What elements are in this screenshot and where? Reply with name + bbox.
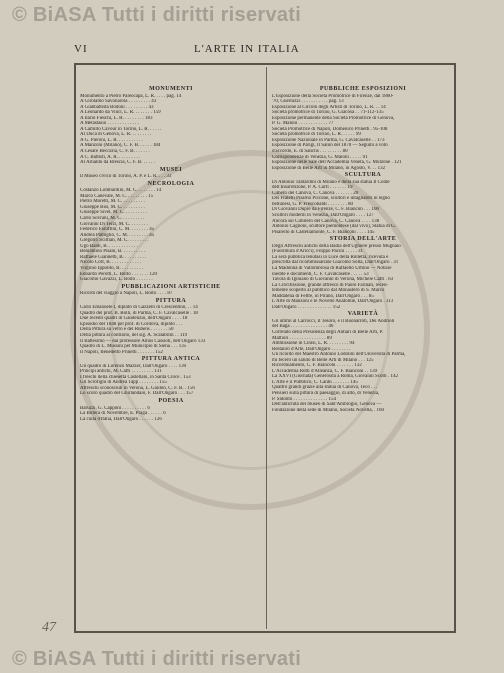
index-entry: Giovanni Di Terzi, M. C. . . . . . . .	[80, 221, 148, 227]
index-entry: Virginio Ippolito, B. . . . . . . . . .	[80, 265, 144, 271]
section-heading: MONUMENTI	[149, 86, 193, 92]
index-entry: Al Arnaldo da Brescia, C. F. B. . . . . .	[80, 160, 155, 166]
index-entry: A Gianbattista Bodoni . . . . . . . . . 43	[80, 104, 154, 110]
section-heading: NECROLOGIA	[147, 180, 195, 187]
index-entry: A Cesare Beccaria, C. F. B. . . . . . .	[80, 149, 150, 155]
index-entry: Baruzzi, G. Capponi . . . . . . . . . . 6	[80, 405, 150, 411]
index-entry: La Crocifissione, grande affresco di Paolo Farinati, recen-	[272, 282, 389, 288]
index-entry: Società Promotrice di Napoli, Domenico Prinetti . 95-108	[272, 126, 388, 132]
index-entry: Ammissione in Cinisi, L. R. . . . . . . . . 94	[272, 341, 355, 347]
index-entry: Edoardo Perotti, L. Boito . . . . . . . 120	[80, 271, 157, 277]
index-entry: Due recenti quadri di Gaudenzio, dell'Ongaro . . . . 18	[80, 316, 188, 322]
index-entry: Pietro Moretti, M. C. . . . . . . . . .	[80, 199, 145, 205]
index-entry: Il Battesimo — dal professore Amos Cassioli, dell'Ongaro 133	[80, 338, 206, 344]
index-entry: Della Pittura su vetro e del Rubens . . . . . . . 50	[80, 327, 174, 333]
index-entry: Nicolò Cort, B. . . . . . . . . . . . .	[80, 260, 141, 266]
index-entry: A Ilario Fieschi, L. R. . . . . . . . . 183	[80, 115, 153, 121]
index-entry: Un quadro di Lorenzo Mazzer, Dall'Ongaro . . . . 130	[80, 363, 187, 369]
index-entry: Dell'antichità del museo di Sant'Ambrogio, Genova —	[272, 402, 382, 408]
handwritten-number: 47	[42, 620, 56, 635]
column-divider	[266, 67, 267, 629]
index-entry: Quadro di L. Mussini pel Municipio di Siena . . . 135	[80, 344, 187, 350]
index-entry: Società promotrice di Torino, L. R. . . . . . 99	[272, 132, 361, 138]
index-entry: Al Duca di Genova, L. R. . . . . . . . .	[80, 132, 152, 138]
index-entry: L'Arte di Manzoni e le Novelle Anatomie, Dall'Ongaro . 113	[272, 299, 394, 305]
section-heading: VARIETÀ	[347, 311, 379, 318]
index-entry: Tavola di Iginiano di Giovanni di Verona, Michele Caffi . 63	[272, 277, 394, 283]
index-entry: La Bufera di Novembre, E. Praga . . . . . . 6	[80, 411, 166, 417]
index-entry: Esposizione di Parigi, Il Salon del 1870 — Seguito a voto	[272, 143, 388, 149]
index-entry: Esposizione nelle Sale dell'Accademia Veneta, G. Mulzone . 121	[272, 160, 402, 166]
index-entry: Di Giovanni Dupré da Firenze, C. F. Biancon . . . 100	[272, 207, 379, 213]
index-entry: Pisarello di Castellamonte, C. F. Bianconi . . . . 145	[272, 229, 375, 235]
index-entry: Carlo Sovrani, M. C. . . . . . . . . .	[80, 216, 145, 222]
index-entry: Restauro d'Arte, Dall'Ongaro . . . . . . . .	[272, 346, 351, 352]
index-entry: Cimelli del Canova, C. Canova . . . . . . . 20	[272, 190, 359, 196]
index-entry: temente scoperto al pubblico dal Monastero di S. Marco	[272, 288, 385, 294]
index-entry: mi fecero un saluto di Belle Arti di Milano . . . 125	[272, 357, 374, 363]
index-entry: La XXVI (Giornata) Generosità a Roma, Giovanni Scotti . 142	[272, 374, 398, 380]
index-entry: Federico Faruffini, C. M. . . . . . . . 45	[80, 227, 155, 233]
index-entry: Esposizione permanente della Società Promotrice di Genova,	[272, 115, 395, 121]
index-entry: Dall'Ongaro . . . . . . . . . . . . . . 152	[272, 304, 341, 310]
index-entry: Mattioli . . . . . . . . . . . . . . . 89	[272, 335, 332, 341]
index-entry: Ricordinamento, C. F. Bianconi . . . . . . . 132	[272, 363, 362, 369]
index-entry: Maddalena di Feltre, in Pirano, Dall'Ongaro . . . 85	[272, 293, 374, 299]
index-entry: Esposizione di Belle Arti in Milano, in Agosto, V. . . 132	[272, 165, 386, 171]
index-entry: Giuseppe Bisi, M. C. . . . . . . . . .	[80, 204, 145, 210]
index-entry: Il Museo civico di Torino, A. P. e L. R. . . . 33	[80, 174, 172, 180]
index-entry: I freschi della chiesetta Castellani, in Santa Croce . 153	[80, 374, 191, 380]
index-entry: La sera pubblica tenutasi in Luce della Rolletta, ricevuta e	[272, 254, 389, 260]
watermark-bottom: © BiASA Tutti i diritti riservati	[12, 648, 302, 670]
index-entry: L'Esposizione della Società Promotrice di Firenze, dal 1860-	[272, 93, 394, 99]
index-entry: Giuseppe Sivel, M. C. . . . . . . . . .	[80, 210, 147, 216]
index-entry: del Baga . . . . . . . . . . . . . . . 46	[272, 324, 334, 330]
index-entry: Esposizione Nazionale in Parma, G. Cavalcaselle . . 173	[272, 137, 385, 143]
section-heading: MUSEI	[159, 166, 183, 173]
index-entry: Fondazione della sede di Milano, Società Novella, . 160	[272, 407, 385, 413]
right-index-column	[272, 85, 454, 413]
index-entry: d'accordo, E. di Sanctis . . . . . . . . . 80	[272, 149, 348, 155]
page-number: VI	[74, 43, 88, 55]
index-entry: bellunesi, G. P. Frescobaldi . . . . . . . . 80	[272, 201, 353, 207]
index-entry: Carlo Emanuele I, dipinto di Gazzelli di Crescentino, . . 14	[80, 305, 198, 311]
index-entry: A Manzoni (Milano), C. F. B. . . . . . 184	[80, 143, 161, 149]
index-entry: Di Antonio Tantardini di Milano e della sua statua Il Conte	[272, 179, 390, 185]
index-entry: Costanzo Lombardini, M. C. . . . . . . . 14	[80, 188, 162, 194]
index-entry: A Camillo Cavour in Torino, L. R. . . . . .	[80, 126, 162, 132]
left-index-column	[80, 85, 262, 422]
index-entry: A Leonardo da Vinci, L. R. . . . . . . . 159	[80, 110, 161, 116]
index-entry: Gli Scrofigni di Andrea Tapp . . . . . . . . 155	[80, 380, 167, 386]
index-entry: A G. Pieroni, L. R. . . . . . . . . . .	[80, 137, 143, 143]
index-entry: Della pittura al contrario, del sig. A. Scalabrini . . 119	[80, 332, 188, 338]
watermark-top: © BiASA Tutti i diritti riservati	[12, 4, 302, 26]
index-entry: A C. Battisti, A. R. . . . . . . . . .	[80, 154, 141, 160]
index-entry: Giacomo Gavazzi, L. Boito . . . . . . .	[80, 277, 153, 283]
index-entry: P. G. Maloni . . . . . . . . . . . . 77	[272, 121, 334, 127]
index-entry: Dei Fratelli Pisarno Piccone, scultori e intagliatori in legno	[272, 196, 390, 202]
index-entry: P. Sidonto . . . . . . . . . . . . . . 154	[272, 396, 337, 402]
index-entry: Corrispondenze di Venezia, G. Maloni . . . . . 91	[272, 154, 368, 160]
section-heading: PUBBLICHE ESPOSIZIONI	[319, 86, 407, 92]
index-entry: Andrea Pattoglio, C. M. . . . . . . . . 45	[80, 232, 155, 238]
index-entry: Esposizione al Circolo degli Artisti di Torino, L. R. . . 14	[272, 104, 386, 110]
index-entry: Il Napoli, Benedetto Prinetti . . . . . . . 152	[80, 349, 163, 355]
index-entry: La Madonna di Vallombrosa di Raffaello Urbino — Notizie	[272, 265, 392, 271]
index-entry: inedite e documenti, C. F. Cavalcaselle . . . . . 53	[272, 271, 369, 277]
index-entry: Correlato della Presidenza degli Antiari di Belle Arti, P.	[272, 329, 384, 335]
index-entry: Ricordi del viaggio a Napoli, L. Boito . . . . 87	[80, 291, 173, 297]
index-entry: Marco Canevale, M. C. . . . . . . . . 15	[80, 193, 154, 199]
index-entry: Lo scuro quadro del Ghirlandaio, F. Dall'Ongaro . . . 157	[80, 391, 194, 397]
index-entry: Episodio del 1848 pel prof. di Cordova, dipinto . . .	[80, 321, 183, 327]
section-heading: STORIA DELL'ARTE	[329, 236, 397, 243]
index-entry: Beniamino Pisani, B. . . . . . . . . .	[80, 249, 145, 255]
index-entry: (Fuorimura d'Aricci), Filippo Pacini . . . . . 31	[272, 249, 364, 255]
index-entry: Principi antichi, M. Caffi . . . . . . . . . 131	[80, 369, 162, 375]
index-entry: L'Accademia Rotti d'Alleanza, C. F. Bianconi . . 139	[272, 368, 378, 374]
index-entry: '70, Guerrazzi . . . . . . . . . . . pag. 13	[272, 99, 344, 105]
index-entry: Gli ultimi al Carrocci, Il Tesoro, e il Buonarroti, Dei Andrioli	[272, 318, 395, 324]
index-entry: Un ricordo del Maestro Antonio Lodolini dell'Università di Parma,	[272, 352, 406, 358]
index-entry: Scultori moderni in Venezia, Dall'Ongaro . . . . 127	[272, 213, 374, 219]
index-entry: Quattro grandi grazie alla statua di Canova, Teco . . .	[272, 385, 378, 391]
index-entry: prescritta dal ricommissariato Giacomo Solla, Dall'Ongaro . 31	[272, 260, 399, 266]
index-entry: Ancora sul Cimitero del Canova, C. Canova . . . . 138	[272, 218, 380, 224]
section-heading: SCULTURA	[344, 172, 382, 179]
index-entry: Gregorio Sciltian, M. C. . . . . . . . .	[80, 238, 149, 244]
running-title: L'ARTE IN ITALIA	[194, 43, 300, 55]
section-heading: PITTURA ANTICA	[141, 356, 201, 363]
index-entry: L'Arte e il Pubblico, C. Cantù . . . . . . . 145	[272, 379, 358, 385]
index-entry: Antonio Cagnoni, scultore piemontese (dal vivo), Statua di G.	[272, 224, 397, 230]
section-heading: PUBBLICAZIONI ARTISTICHE	[121, 283, 221, 290]
section-heading: PITTURA	[155, 297, 187, 304]
index-entry: A Metastasio . . . . . . . . . . . . .	[80, 121, 139, 127]
index-entry: dell'Insurrezione, P. A. Curti . . . . . . . 19	[272, 185, 353, 191]
index-entry: A Girolamo Savonarola . . . . . . . . . 43	[80, 99, 157, 105]
index-entry: La culla d'Italia, Dall'Ongaro . . . . . . 126	[80, 416, 162, 422]
index-entry: Monumento a Pietro Paleocapa, L. R. . . . . pag. 14	[80, 93, 182, 99]
index-entry: Quadro del prof. B. Bolli, di Parma, C. F. Cavalcaselle . 18	[80, 310, 198, 316]
index-entry: Pensieri sulla pittura di paesaggio, di alto, di Venezia,	[272, 390, 380, 396]
index-entry: Società promotrice di Torino, G. Giacosa . . 71-112-135	[272, 110, 384, 116]
index-entry: Affreschi sconosciuti in Verona, L. Gaidon, C. F. B. . 156	[80, 385, 195, 391]
index-frame	[74, 63, 456, 633]
index-entry: Ugo Baldi, B. . . . . . . . . . . . .	[80, 243, 138, 249]
index-entry: Degli Affreschi antichi della Badia dell'Ughiere presso Mugnaio	[272, 243, 401, 249]
index-entry: Raffaele Giannetti, B. . . . . . . . . .	[80, 254, 147, 260]
section-heading: POESIA	[158, 397, 184, 404]
